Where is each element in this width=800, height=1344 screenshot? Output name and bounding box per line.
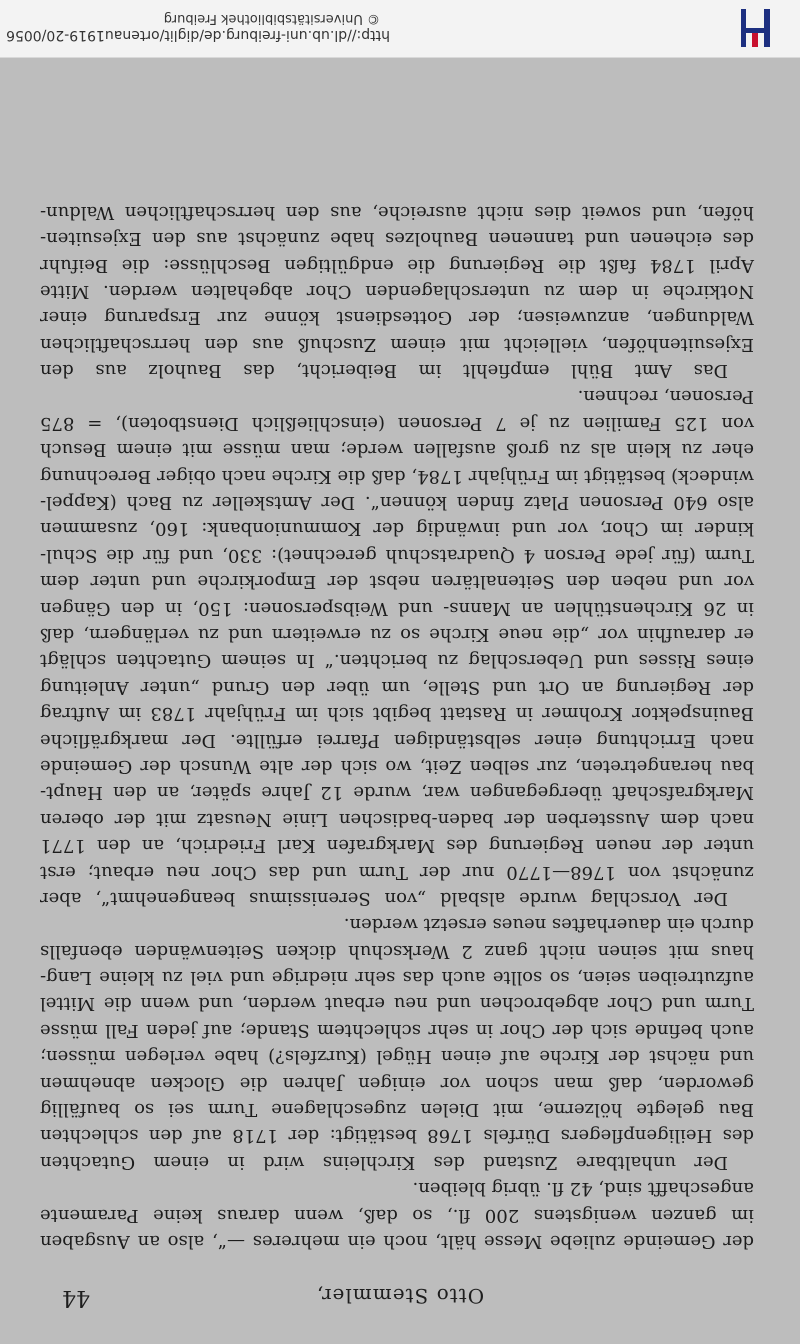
text-line: vor und neben den Seitenaltären nebst der Emporkirche und unter dem (40, 571, 754, 593)
university-library-logo-icon (736, 5, 776, 51)
text-line: im ganzen wenigstens 200 fl., so daß, wenn daraus keine Paramente (40, 1204, 754, 1226)
text-line: Markgrafschaft übergegangen war, wurde 12 Jahre später, an den Haupt- (40, 782, 754, 804)
text-line: Bau gelegte hölzerne, mit Dielen zugeschlagene Turm sei so baufällig (40, 1099, 754, 1121)
text-line: nach dem Aussterben der baden-badischen Linie Neusatz mit der oberen (40, 808, 754, 830)
text-line: eher zu klein als zu groß ausfallen werde; man müsse mit einem Besuch (40, 439, 754, 461)
text-line: der Regierung an Ort und Stelle, um über den Grund „unter Anleitung (40, 676, 754, 698)
text-line: April 1784 faßt die Regierung die endgültigen Beschlüsse: die Beifuhr (40, 254, 754, 276)
text-line: Bauinspektor Krohmer in Rastatt begibt sich im Frühjahr 1783 im Auftrag (40, 703, 754, 725)
text-line: unter der neuen Regierung des Markgrafen Karl Friedrich, an den 1771 (40, 835, 754, 857)
book-page (0, 58, 800, 1344)
text-line: haus mit seinen nicht ganz 2 Werkschuh dicken Seitenwänden ebenfalls (40, 940, 754, 962)
text-line: Exjesuitenhöfen, vielleicht mit einem Zuschuß aus den herrschaftlichen (40, 333, 754, 355)
text-line: Der unhaltbare Zustand des Kirchleins wird in einem Gutachten (40, 1151, 728, 1173)
text-line: Turm (für jede Person 4 Quadratschuh gerechnet): 330, und für die Schul- (40, 544, 754, 566)
text-line: auch befinde sich der Chor in sehr schlechtem Stande; auf jeden Fall müsse (40, 1019, 754, 1041)
text-line: Waldungen, anzuweisen; der Gottesdienst könne zur Ersparung einer (40, 307, 754, 329)
text-line: Turm und Chor abgebrochen und neu erbaut werden, und wenn die Mittel (40, 993, 754, 1015)
text-line: Der Vorschlag wurde alsbald „von Serenissimus beangenehmt“, aber (40, 887, 728, 909)
body-text (40, 198, 754, 1254)
source-url[interactable]: http://dl.ub.uni-freiburg.de/diglit/ortenau1919-20/0056 (6, 27, 390, 43)
text-line: des Heiligenpflegers Dürfels 1768 bestätigt: der 1718 auf den schlechten (40, 1125, 754, 1147)
page-number: 44 (62, 1285, 90, 1310)
text-line: und nächst der Kirche auf einen Hügel (Kurzfels?) habe verlegen müssen; (40, 1046, 754, 1068)
text-line: des eichenen und tannenen Bauholzes habe zunächst aus den Exjesuiten- (40, 228, 754, 250)
text-line: durch ein dauerhaftes neues ersetzt werden. (343, 914, 754, 936)
text-line: windeck) bestätigt im Frühjahr 1784, daß die Kirche nach obiger Berechnung (40, 465, 754, 487)
text-line: bau herangetreten, zur selben Zeit, wo sich der alte Wunsch der Gemeinde (40, 755, 754, 777)
page-header (0, 1270, 800, 1310)
text-line: zunächst von 1768—1770 nur der Turm und das Chor neu erbaut; erst (40, 861, 754, 883)
text-line: Das Amt Bühl empfiehlt im Beibericht, das Bauholz aus den (40, 360, 728, 382)
text-line: nach Errichtung einer selbständigen Pfarrei erfüllte. Der markgräfliche (40, 729, 754, 751)
text-line: in 26 Kirchenstühlen an Manns- und Weibspersonen: 150, in den Gängen (40, 597, 754, 619)
text-line: also 640 Personen Platz finden können“. Der Amtskeller zu Bach (Kappel- (40, 492, 754, 514)
library-footer-bar (0, 0, 800, 58)
text-line: angeschafft sind, 42 fl. übrig bleiben. (412, 1178, 754, 1200)
text-line: Personen, rechnen. (577, 386, 754, 408)
text-line: von 125 Familien zu je 7 Personen (einschließlich Dienstboten), = 875 (40, 412, 754, 434)
text-line: er daraufhin vor „die neue Kirche so zu erweitern und zu verlängern, daß (40, 624, 754, 646)
text-line: Notkirche in dem zu unterschlagenden Chor abgehalten werden. Mitte (40, 280, 754, 302)
text-line: eines Risses und Ueberschlag zu berichten.“ In seinem Gutachten schlägt (40, 650, 754, 672)
copyright-notice: © Universitätsbibliothek Freiburg (163, 11, 380, 26)
text-line: aufzutreiben seien, so sollte auch das sehr niedrige und viel zu kleine Lang- (40, 967, 754, 989)
text-line: geworden, daß man schon vor einigen Jahren die Glocken abnehmen (40, 1072, 754, 1094)
text-line: der Gemeinde zuliebe Messe hält, noch ein mehreres —“, also an Ausgaben (40, 1231, 754, 1252)
text-line: höfen, und soweit dies nicht ausreiche, aus den herrschaftlichen Waldun- (40, 201, 754, 223)
running-title: Otto Stemmler, (315, 1284, 485, 1308)
text-line: kinder im Chor, vor und inwändig der Kommunionbank: 160, zusammen (40, 518, 754, 540)
